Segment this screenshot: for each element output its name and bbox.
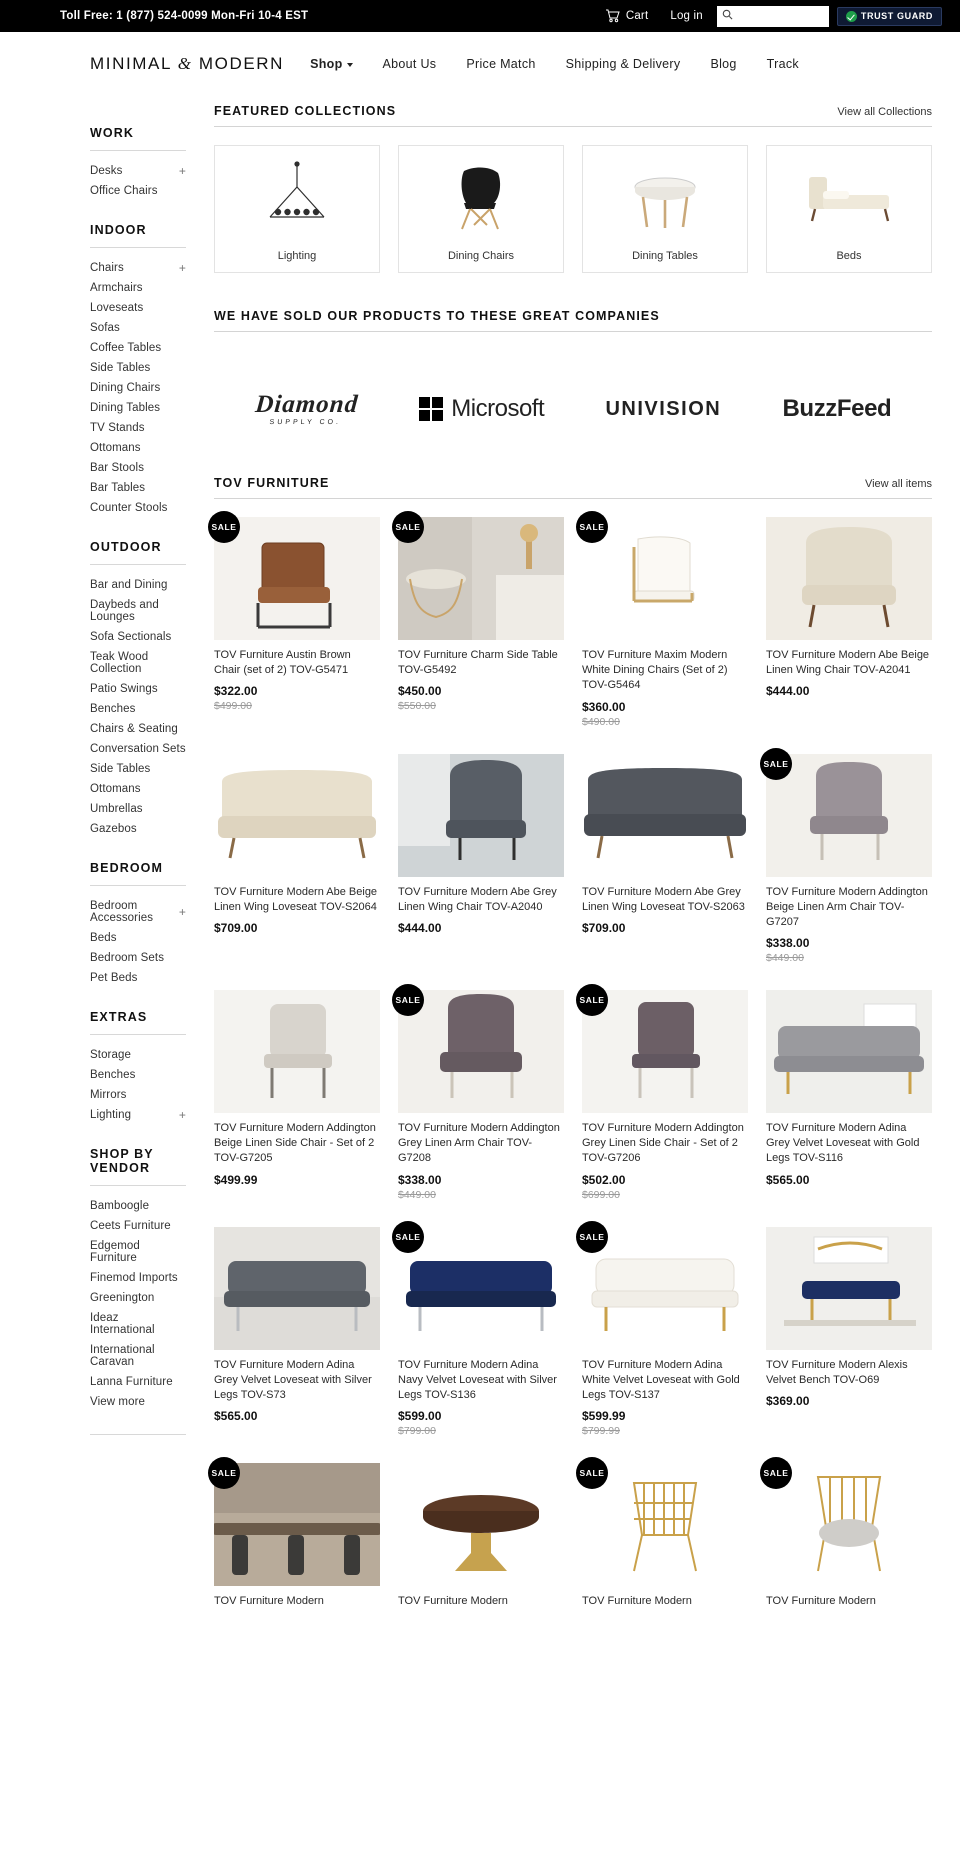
sidebar-list: [90, 161, 186, 201]
sidebar-item-desks[interactable]: [90, 161, 186, 181]
site-logo[interactable]: [90, 54, 284, 74]
nav-label-shop: Shop: [310, 57, 343, 71]
sidebar-item-label: Side Tables: [90, 362, 151, 374]
product-price: $369.00: [766, 1393, 810, 1408]
product-compare-price: $449.00: [398, 1188, 436, 1201]
sidebar-item-label: Loveseats: [90, 302, 144, 314]
sidebar-item-umbrellas[interactable]: [90, 799, 186, 819]
sidebar-item-lanna-furniture[interactable]: [90, 1372, 186, 1392]
product-card[interactable]: [395, 990, 564, 1201]
sale-badge: SALE: [760, 1457, 792, 1489]
brands-title: WE HAVE SOLD OUR PRODUCTS TO THESE GREAT COMPANIES: [214, 309, 660, 323]
search-input[interactable]: [737, 10, 824, 23]
brand-logo-univision: UNIVISION: [605, 397, 722, 420]
product-image[interactable]: [214, 754, 380, 877]
sidebar-item-label: Lanna Furniture: [90, 1376, 173, 1388]
sidebar: [0, 104, 186, 1609]
sidebar-item-sofa-sectionals[interactable]: [90, 627, 186, 647]
product-card[interactable]: [211, 517, 380, 728]
sidebar-item-label: Desks: [90, 165, 123, 177]
sidebar-item-label: Pet Beds: [90, 972, 138, 984]
product-card[interactable]: [763, 754, 932, 965]
sidebar-item-label: Finemod Imports: [90, 1272, 178, 1284]
sidebar-item-bar-and-dining[interactable]: [90, 575, 186, 595]
sidebar-item-pet-beds[interactable]: [90, 968, 186, 988]
product-compare-price: $449.00: [766, 952, 804, 965]
page-body: [0, 96, 960, 1649]
cart-icon: [605, 9, 620, 23]
featured-collections-grid: [214, 145, 932, 273]
product-price: $502.00: [582, 1172, 626, 1187]
brand-name: Microsoft: [451, 395, 545, 422]
sidebar-item-label: Bar Tables: [90, 482, 146, 494]
collection-card-beds[interactable]: [766, 145, 932, 273]
sidebar-item-label: Chairs & Seating: [90, 723, 178, 735]
sidebar-item-conversation-sets[interactable]: [90, 739, 186, 759]
products-header: [214, 476, 932, 499]
sidebar-item-bedroom-accessories[interactable]: [90, 896, 186, 928]
shield-check-icon: [846, 11, 857, 22]
view-all-collections-link[interactable]: View all Collections: [837, 106, 932, 118]
product-price: $565.00: [214, 1409, 258, 1424]
sale-badge: SALE: [208, 511, 240, 543]
product-title[interactable]: TOV Furniture Modern Adina Grey Velvet Loveseat with Gold Legs TOV-S116: [766, 1122, 920, 1165]
sidebar-item-benches[interactable]: [90, 699, 186, 719]
nav-item-price-match[interactable]: Price Match: [466, 57, 536, 71]
brand-logo-buzzfeed: BuzzFeed: [782, 395, 892, 422]
expand-icon[interactable]: +: [178, 905, 186, 919]
nav-item-shop[interactable]: [310, 57, 352, 71]
sidebar-item-patio-swings[interactable]: [90, 679, 186, 699]
sidebar-item-lighting[interactable]: [90, 1105, 186, 1125]
product-image[interactable]: [214, 990, 380, 1113]
sidebar-item-label: Edgemod Furniture: [90, 1240, 140, 1264]
product-card[interactable]: [579, 1463, 748, 1609]
product-card[interactable]: [766, 517, 932, 728]
sidebar-item-sofas[interactable]: [90, 318, 186, 338]
sidebar-item-label: International Caravan: [90, 1344, 155, 1368]
featured-collections-title: FEATURED COLLECTIONS: [214, 104, 397, 118]
sidebar-item-coffee-tables[interactable]: [90, 338, 186, 358]
toll-free-phone: Toll Free: 1 (877) 524-0099 Mon-Fri 10-4 EST: [60, 10, 309, 22]
product-card[interactable]: [766, 990, 932, 1201]
sidebar-item-label: Ottomans: [90, 783, 141, 795]
sidebar-item-label: Benches: [90, 703, 136, 715]
product-card[interactable]: [579, 517, 748, 728]
sidebar-item-daybeds-and-lounges[interactable]: [90, 595, 186, 627]
sidebar-item-label: Sofa Sectionals: [90, 631, 172, 643]
sidebar-item-mirrors[interactable]: [90, 1085, 186, 1105]
main-navigation: [310, 57, 799, 71]
chandelier-icon: [215, 146, 379, 250]
sidebar-item-finemod-imports[interactable]: [90, 1268, 186, 1288]
search-icon: [722, 9, 733, 23]
sidebar-item-label: Side Tables: [90, 763, 151, 775]
product-image[interactable]: [398, 754, 564, 877]
sidebar-item-bedroom-sets[interactable]: [90, 948, 186, 968]
trust-guard-label: TRUST GUARD: [860, 11, 933, 21]
expand-icon[interactable]: +: [178, 164, 186, 178]
sidebar-item-label: Bedroom Accessories: [90, 900, 154, 924]
logo-word-left: MINIMAL: [90, 54, 172, 73]
nav-item-track[interactable]: Track: [766, 57, 799, 71]
sale-badge: SALE: [392, 511, 424, 543]
sidebar-item-label: Beds: [90, 932, 117, 944]
site-header: [0, 32, 960, 96]
brand-name: Diamond: [253, 391, 360, 418]
sidebar-item-label: View more: [90, 1396, 146, 1408]
product-compare-price: $799.00: [398, 1425, 436, 1438]
brand-logo-microsoft: [419, 395, 544, 423]
sidebar-list: [90, 1196, 186, 1412]
sidebar-list: [90, 575, 186, 839]
sidebar-item-label: Bar Stools: [90, 462, 145, 474]
product-grid: [211, 517, 932, 1609]
product-title[interactable]: TOV Furniture Austin Brown Chair (set of 2) TOV-G5471: [214, 649, 351, 677]
top-utility-bar: [0, 0, 960, 32]
product-title[interactable]: TOV Furniture Modern Abe Beige Linen Wing Loveseat TOV-S2064: [214, 885, 378, 913]
sale-badge: SALE: [760, 748, 792, 780]
product-title[interactable]: TOV Furniture Modern Adina White Velvet Loveseat with Gold Legs TOV-S137: [582, 1358, 740, 1401]
product-image[interactable]: [398, 1463, 564, 1586]
sidebar-item-label: Teak Wood Collection: [90, 651, 149, 675]
product-price: $360.00: [582, 699, 626, 714]
cart-label: Cart: [625, 10, 649, 22]
sidebar-item-dining-tables[interactable]: [90, 398, 186, 418]
sidebar-item-label: Armchairs: [90, 282, 143, 294]
sidebar-item-label: Bamboogle: [90, 1200, 150, 1212]
product-price: $599.00: [398, 1409, 442, 1424]
main-content: [186, 104, 932, 1609]
sidebar-item-loveseats[interactable]: [90, 298, 186, 318]
sale-badge: SALE: [576, 1457, 608, 1489]
collection-card-lighting[interactable]: [214, 145, 380, 273]
brand-logo-diamond: [255, 392, 358, 426]
product-card[interactable]: [579, 990, 748, 1201]
sidebar-item-armchairs[interactable]: [90, 278, 186, 298]
product-price: $338.00: [398, 1172, 442, 1187]
chevron-down-icon: [347, 63, 353, 67]
sidebar-list: [90, 1045, 186, 1125]
product-image[interactable]: [766, 517, 932, 640]
sidebar-group-extras: [90, 1010, 186, 1125]
sidebar-group-bedroom: [90, 861, 186, 988]
sidebar-item-label: Office Chairs: [90, 185, 158, 197]
product-price: $709.00: [214, 920, 258, 935]
product-image[interactable]: [398, 990, 564, 1113]
product-image[interactable]: [582, 1227, 748, 1350]
product-compare-price: $799.99: [582, 1425, 620, 1438]
product-image[interactable]: [214, 517, 380, 640]
sidebar-item-edgemod-furniture[interactable]: [90, 1236, 186, 1268]
sidebar-item-label: Ceets Furniture: [90, 1220, 171, 1232]
nav-item-about-us[interactable]: About Us: [382, 57, 437, 71]
product-price: $709.00: [582, 920, 626, 935]
sidebar-group-title: OUTDOOR: [90, 540, 186, 565]
cart-button[interactable]: [605, 9, 649, 23]
trust-guard-badge[interactable]: [837, 7, 942, 26]
view-all-items-link[interactable]: View all items: [864, 478, 932, 490]
sidebar-item-label: Dining Chairs: [90, 382, 161, 394]
sidebar-item-label: Bedroom Sets: [90, 952, 165, 964]
product-card[interactable]: [763, 1463, 932, 1609]
product-image[interactable]: [214, 1227, 380, 1350]
sidebar-item-side-tables[interactable]: [90, 759, 186, 779]
sidebar-item-label: Patio Swings: [90, 683, 158, 695]
product-card[interactable]: [214, 1227, 380, 1438]
sidebar-group-title: EXTRAS: [90, 1010, 186, 1035]
product-title[interactable]: TOV Furniture Maxim Modern White Dining Chairs (Set of 2) TOV-G5464: [582, 649, 728, 692]
sidebar-item-side-tables[interactable]: [90, 358, 186, 378]
product-title[interactable]: TOV Furniture Charm Side Table TOV-G5492: [398, 649, 558, 677]
bed-icon: [767, 146, 931, 250]
sidebar-item-chairs[interactable]: [90, 258, 186, 278]
sidebar-item-label: Greenington: [90, 1292, 155, 1304]
sidebar-group-title: WORK: [90, 126, 186, 151]
product-compare-price: $499.00: [214, 700, 252, 713]
sidebar-item-ottomans[interactable]: [90, 779, 186, 799]
sidebar-item-label: Coffee Tables: [90, 342, 162, 354]
product-image[interactable]: [398, 517, 564, 640]
product-card[interactable]: [395, 517, 564, 728]
sidebar-item-gazebos[interactable]: [90, 819, 186, 839]
sidebar-item-ceets-furniture[interactable]: [90, 1216, 186, 1236]
sidebar-group-work: [90, 126, 186, 201]
sidebar-item-counter-stools[interactable]: [90, 498, 186, 518]
sidebar-item-label: Sofas: [90, 322, 120, 334]
product-compare-price: $699.00: [582, 1188, 620, 1201]
product-price: $499.99: [214, 1172, 258, 1187]
sidebar-item-label: Daybeds and Lounges: [90, 599, 159, 623]
product-title[interactable]: TOV Furniture Modern: [766, 1595, 876, 1608]
sidebar-item-tv-stands[interactable]: [90, 418, 186, 438]
sidebar-item-label: Bar and Dining: [90, 579, 168, 591]
product-title[interactable]: TOV Furniture Modern: [582, 1595, 692, 1608]
sidebar-item-label: Counter Stools: [90, 502, 168, 514]
product-title[interactable]: TOV Furniture Modern Alexis Velvet Bench TOV-O69: [766, 1358, 908, 1386]
sidebar-group-title: BEDROOM: [90, 861, 186, 886]
expand-icon[interactable]: +: [178, 1108, 186, 1122]
brand-logos: [214, 350, 932, 460]
sidebar-item-label: Conversation Sets: [90, 743, 186, 755]
sidebar-group-indoor: [90, 223, 186, 518]
product-price: $450.00: [398, 684, 442, 699]
sidebar-item-international-caravan[interactable]: [90, 1340, 186, 1372]
product-title[interactable]: TOV Furniture Modern Addington Grey Linen Side Chair - Set of 2 TOV-G7206: [582, 1122, 744, 1165]
microsoft-squares-icon: [419, 397, 444, 422]
product-price: $322.00: [214, 684, 258, 699]
sidebar-item-storage[interactable]: [90, 1045, 186, 1065]
sidebar-item-bar-stools[interactable]: [90, 458, 186, 478]
sidebar-item-label: Umbrellas: [90, 803, 143, 815]
expand-icon[interactable]: +: [178, 261, 186, 275]
product-title[interactable]: TOV Furniture Modern Abe Grey Linen Wing Chair TOV-A2040: [398, 885, 557, 913]
sidebar-item-ideaz-international[interactable]: [90, 1308, 186, 1340]
product-title[interactable]: TOV Furniture Modern Addington Grey Linen Arm Chair TOV-G7208: [398, 1122, 560, 1165]
sidebar-group-title: SHOP BY VENDOR: [90, 1147, 186, 1186]
sidebar-item-teak-wood-collection[interactable]: [90, 647, 186, 679]
product-image[interactable]: [582, 517, 748, 640]
product-image[interactable]: [398, 1227, 564, 1350]
product-card[interactable]: [582, 754, 748, 965]
sidebar-item-label: Chairs: [90, 262, 124, 274]
product-title[interactable]: TOV Furniture Modern: [214, 1595, 324, 1608]
product-image[interactable]: [214, 1463, 380, 1586]
product-price: $599.99: [582, 1409, 626, 1424]
round-table-icon: [583, 146, 747, 250]
product-card[interactable]: [766, 1227, 932, 1438]
collection-card-dining-chairs[interactable]: [398, 145, 564, 273]
sale-badge: SALE: [208, 1457, 240, 1489]
sidebar-item-view-more[interactable]: [90, 1392, 186, 1412]
sidebar-item-label: Benches: [90, 1069, 136, 1081]
sidebar-item-bamboogle[interactable]: [90, 1196, 186, 1216]
sidebar-item-bar-tables[interactable]: [90, 478, 186, 498]
nav-item-blog[interactable]: Blog: [710, 57, 737, 71]
product-title[interactable]: TOV Furniture Modern Addington Beige Linen Side Chair - Set of 2 TOV-G7205: [214, 1122, 376, 1165]
product-title[interactable]: TOV Furniture Modern: [398, 1595, 508, 1608]
sidebar-item-label: Storage: [90, 1049, 131, 1061]
product-card[interactable]: [395, 1227, 564, 1438]
product-title[interactable]: TOV Furniture Modern Adina Navy Velvet Loveseat with Silver Legs TOV-S136: [398, 1358, 557, 1401]
sidebar-item-greenington[interactable]: [90, 1288, 186, 1308]
logo-ampersand: &: [177, 54, 193, 73]
product-card[interactable]: [214, 754, 380, 965]
collection-label: Dining Chairs: [447, 250, 515, 262]
sidebar-item-chairs-seating[interactable]: [90, 719, 186, 739]
product-compare-price: $490.00: [582, 715, 620, 728]
product-card[interactable]: [211, 1463, 380, 1609]
sidebar-item-label: TV Stands: [90, 422, 145, 434]
brands-header: [214, 309, 932, 332]
products-title: TOV FURNITURE: [214, 476, 330, 490]
sidebar-list: [90, 896, 186, 988]
sale-badge: SALE: [576, 511, 608, 543]
brand-subtitle: SUPPLY CO.: [268, 419, 341, 426]
sidebar-item-label: Lighting: [90, 1109, 132, 1121]
collection-label: Beds: [836, 250, 862, 262]
sidebar-item-label: Ideaz International: [90, 1312, 155, 1336]
product-title[interactable]: TOV Furniture Modern Addington Beige Linen Arm Chair TOV-G7207: [766, 885, 928, 928]
product-price: $444.00: [766, 684, 810, 699]
sidebar-list: [90, 258, 186, 518]
sidebar-item-office-chairs[interactable]: [90, 181, 186, 201]
product-card[interactable]: [398, 1463, 564, 1609]
product-price: $565.00: [766, 1172, 810, 1187]
collection-label: Dining Tables: [632, 250, 698, 262]
sidebar-item-label: Gazebos: [90, 823, 137, 835]
sale-badge: SALE: [576, 984, 608, 1016]
product-card[interactable]: [398, 754, 564, 965]
product-price: $338.00: [766, 936, 810, 951]
eames-chair-icon: [399, 146, 563, 250]
product-image[interactable]: [766, 990, 932, 1113]
sidebar-group-shop-by-vendor: [90, 1147, 186, 1412]
product-image[interactable]: [766, 1463, 932, 1586]
product-card[interactable]: [579, 1227, 748, 1438]
product-title[interactable]: TOV Furniture Modern Abe Beige Linen Wing Chair TOV-A2041: [766, 649, 930, 677]
sidebar-item-label: Ottomans: [90, 442, 141, 454]
product-image[interactable]: [582, 990, 748, 1113]
sidebar-group-title: INDOOR: [90, 223, 186, 248]
sidebar-group-outdoor: [90, 540, 186, 839]
product-title[interactable]: TOV Furniture Modern Abe Grey Linen Wing Loveseat TOV-S2063: [582, 885, 745, 913]
sidebar-item-benches[interactable]: [90, 1065, 186, 1085]
product-image[interactable]: [582, 1463, 748, 1586]
sidebar-groups: [90, 126, 186, 1412]
sidebar-item-label: Dining Tables: [90, 402, 161, 414]
product-price: $444.00: [398, 920, 442, 935]
sidebar-item-beds[interactable]: [90, 928, 186, 948]
sidebar-bottom-divider: [90, 1434, 186, 1435]
sidebar-item-label: Mirrors: [90, 1089, 127, 1101]
product-title[interactable]: TOV Furniture Modern Adina Grey Velvet Loveseat with Silver Legs TOV-S73: [214, 1358, 372, 1401]
product-image[interactable]: [766, 1227, 932, 1350]
product-compare-price: $550.00: [398, 700, 436, 713]
sale-badge: SALE: [576, 1221, 608, 1253]
collection-label: Lighting: [277, 250, 317, 262]
featured-collections-header: [214, 104, 932, 127]
product-image[interactable]: [766, 754, 932, 877]
sale-badge: SALE: [392, 1221, 424, 1253]
logo-word-right: MODERN: [198, 54, 285, 73]
product-image[interactable]: [582, 754, 748, 877]
sidebar-item-ottomans[interactable]: [90, 438, 186, 458]
sale-badge: SALE: [392, 984, 424, 1016]
login-link[interactable]: Log in: [670, 10, 703, 22]
nav-item-shipping-delivery[interactable]: Shipping & Delivery: [565, 57, 681, 71]
sidebar-item-dining-chairs[interactable]: [90, 378, 186, 398]
product-card[interactable]: [214, 990, 380, 1201]
collection-card-dining-tables[interactable]: [582, 145, 748, 273]
search-box[interactable]: [717, 6, 829, 27]
